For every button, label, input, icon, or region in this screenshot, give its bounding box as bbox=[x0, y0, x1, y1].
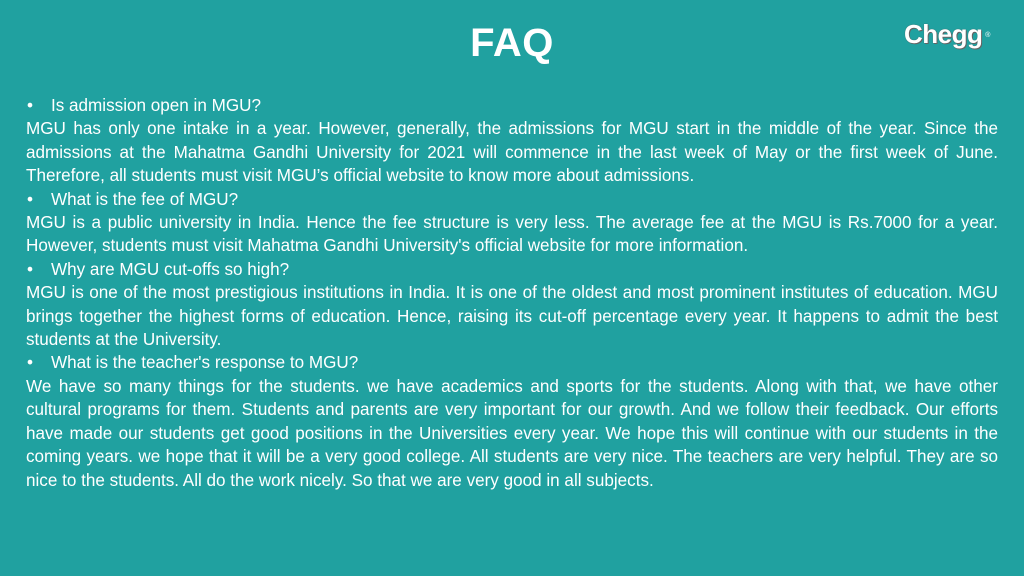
faq-question bbox=[26, 94, 998, 117]
slide-title: FAQ bbox=[470, 21, 554, 65]
faq-item bbox=[26, 258, 998, 352]
faq-answer: We have so many things for the students. we have academics and sports for the students. Along with that, we have other cultural programs for them. Students and parents are very important for our growth. And we follow their feedback. Our efforts have made our students get good positions in the Universities every year. We hope this will continue with our students in the coming years. we hope that it will be a very good college. All students are very nice. The teachers are very helpful. They are so nice to the students. All do the work nicely. So that we are very good in all subjects. bbox=[26, 376, 998, 490]
faq-answer: MGU is a public university in India. Hence the fee structure is very less. The average fee at the MGU is Rs.7000 for a year. However, students must visit Mahatma Gandhi University's official website for more information. bbox=[26, 213, 998, 256]
faq-question bbox=[26, 188, 998, 211]
faq-question-text: What is the fee of MGU? bbox=[51, 189, 239, 209]
bullet-icon: • bbox=[27, 259, 33, 279]
faq-question-text: What is the teacher's response to MGU? bbox=[51, 353, 359, 373]
chegg-logo-text: Chegg bbox=[904, 19, 983, 49]
faq-item bbox=[26, 188, 998, 258]
faq-answer: MGU is one of the most prestigious institutions in India. It is one of the oldest and most prominent institutes of education. MGU brings together the highest forms of education. Hence, raising its cut-off percentage every year. It happens to admit the best students at the University. bbox=[26, 283, 998, 350]
faq-item bbox=[26, 351, 998, 491]
faq-question-text: Is admission open in MGU? bbox=[51, 96, 261, 115]
faq-question bbox=[26, 351, 998, 374]
bullet-icon: • bbox=[27, 96, 33, 115]
faq-question bbox=[26, 258, 998, 281]
chegg-logo bbox=[904, 19, 991, 49]
bullet-icon: • bbox=[27, 189, 33, 209]
faq-answer: MGU has only one intake in a year. However, generally, the admissions for MGU start in the middle of the year. Since the admissions at the Mahatma Gandhi University for 2021 will commence in the last week of May or the first week of June. Therefore, all students must visit MGU’s official website to know more about admissions. bbox=[26, 119, 998, 186]
faq-list bbox=[26, 94, 998, 492]
faq-item bbox=[26, 94, 998, 188]
bullet-icon: • bbox=[27, 353, 33, 373]
registered-mark: ® bbox=[985, 32, 991, 39]
faq-question-text: Why are MGU cut-offs so high? bbox=[51, 259, 290, 279]
